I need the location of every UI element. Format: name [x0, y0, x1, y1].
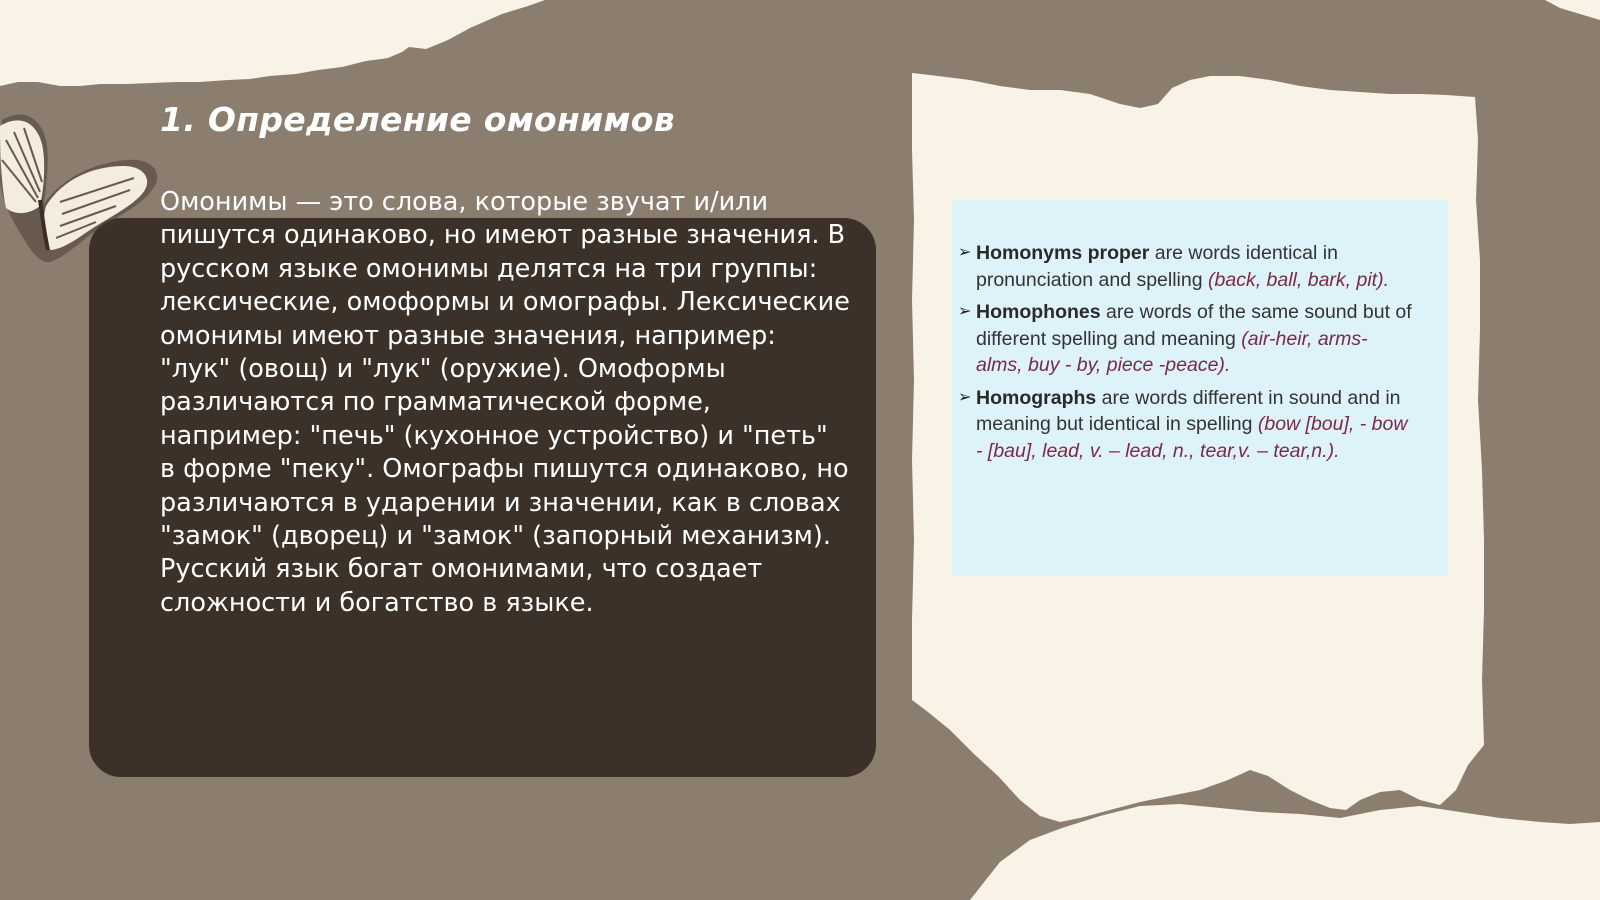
list-item-homonyms-proper	[958, 240, 1418, 293]
homonym-types-card	[952, 200, 1448, 576]
definition-text: are words identical in pronunciation and spelling	[976, 242, 1338, 291]
arrow-bullet-icon: ➢	[958, 388, 972, 406]
definition-text: are words of the same sound but of different spelling and meaning	[976, 301, 1412, 350]
definition-text: are words different in sound and in meaning but identical in spelling	[976, 386, 1401, 435]
list-item-text	[976, 240, 1418, 293]
examples-text: (back, ball, bark, pit).	[1208, 268, 1389, 291]
list-item-text	[976, 385, 1418, 465]
term-label: Homophones	[976, 301, 1101, 323]
examples-text: (air-heir, arms- alms, buy - by, piece -peace).	[976, 327, 1368, 376]
term-label: Homographs	[976, 386, 1097, 409]
list-item-text	[976, 299, 1418, 379]
arrow-bullet-icon: ➢	[958, 303, 972, 320]
examples-text: (bow [bou], - bow - [bau], lead, v. – lead, n., tear,v. – tear,n.).	[976, 413, 1408, 462]
list-item-homographs	[958, 385, 1418, 465]
slide-title: 1. Определение омонимов	[160, 100, 675, 139]
slide-body-text: Омонимы — это слова, которые звучат и/или пишутся одинаково, но имеют разные значения. В русском языке омонимы делятся на три группы: лексические, омоформы и омографы. Лексические омонимы имеют разные значения, например: "лук" (овощ) и "лук" (оружие). Омоформы различаются по грамматической форме, например: "печь" (кухонное устройство) и "петь" в форме "пеку". Омографы пишутся одинаково, но различаются в ударении и значении, как в словах "замок" (дворец) и "замок" (запорный механизм). Русский язык богат омонимами, что создает сложности и богатство в языке.	[160, 187, 850, 618]
arrow-bullet-icon: ➢	[958, 244, 972, 261]
list-item-homophones	[958, 299, 1418, 379]
term-label: Homonyms proper	[976, 242, 1150, 264]
